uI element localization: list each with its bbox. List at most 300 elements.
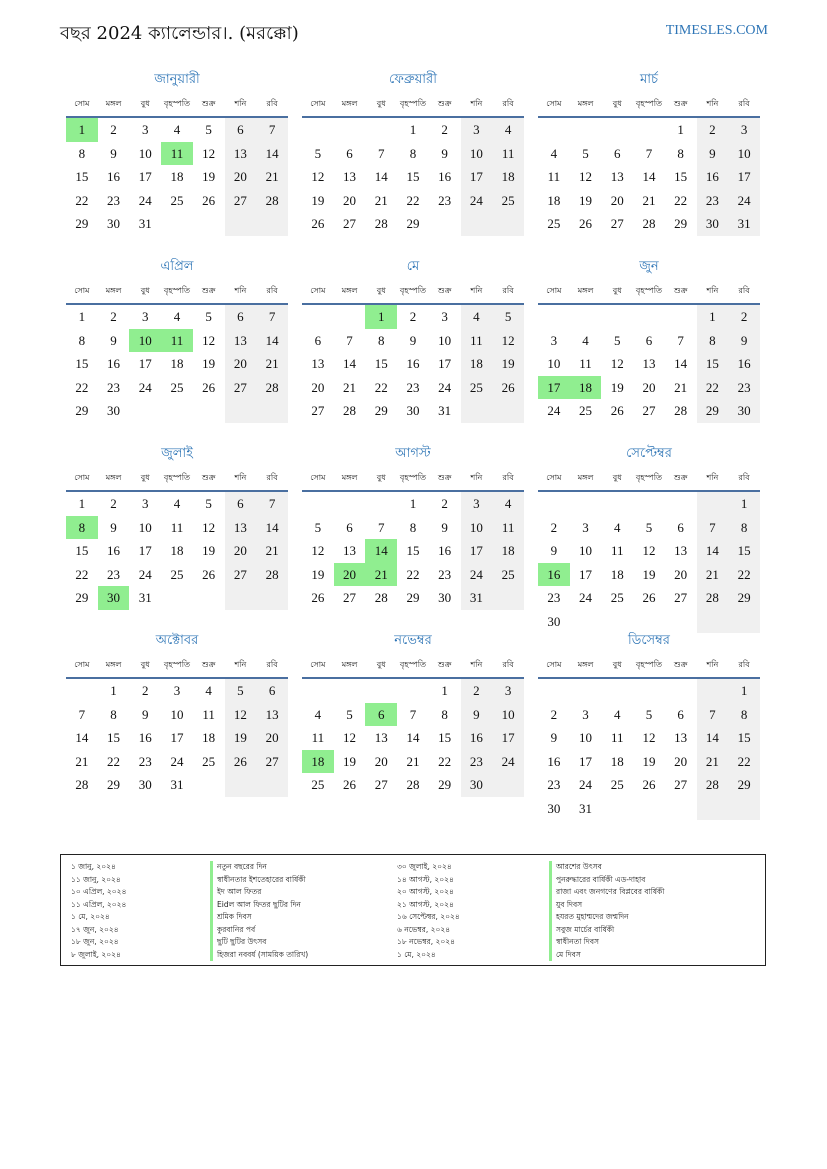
- weekday-header: শনি: [706, 473, 719, 482]
- day-cell: 4: [614, 519, 621, 535]
- day-cell: 20: [374, 753, 388, 769]
- weekday-header: বৃহস্পতি: [163, 286, 191, 295]
- day-cell: 8: [409, 145, 417, 161]
- weekday-header: মঙ্গল: [105, 286, 122, 295]
- day-cell: 11: [610, 543, 624, 558]
- day-cell: 29: [75, 403, 89, 418]
- day-cell: 19: [202, 356, 216, 371]
- day-cell: 8: [110, 706, 117, 722]
- day-cell: 14: [256, 516, 288, 540]
- holiday-name: পুনরুদ্ধারের বার্ষিকী এড-দাহাব: [549, 874, 664, 887]
- weekend-filler: [728, 797, 760, 821]
- day-cell: 18: [170, 169, 184, 184]
- day-cell: 23: [438, 566, 452, 582]
- holiday-name: হিজরা নববর্ষ (সাময়িক তারিখ): [210, 949, 308, 962]
- weekday-header: বুধ: [612, 286, 622, 295]
- day-cell: 24: [547, 403, 561, 418]
- day-cell: 1: [728, 679, 760, 703]
- day-cell: 24: [461, 563, 493, 587]
- day-cell: 26: [311, 216, 325, 231]
- weekday-header: বুধ: [140, 473, 150, 482]
- day-cell: 10: [461, 516, 493, 540]
- weekday-header: সোম: [310, 286, 326, 295]
- holiday-date: ২০ আগস্ট, ২০২৪: [397, 887, 454, 896]
- day-cell: 5: [492, 305, 524, 329]
- day-cell: 14: [256, 329, 288, 353]
- day-cell: 14: [697, 539, 729, 563]
- day-cell: 8: [441, 706, 448, 722]
- weekday-header: সোম: [74, 473, 90, 482]
- day-cell: 3: [582, 519, 589, 535]
- day-cell: 20: [334, 563, 366, 587]
- day-cell: 29: [75, 216, 89, 231]
- day-cell: 30: [98, 586, 130, 610]
- day-cell: 15: [438, 730, 452, 745]
- weekday-header: মঙ্গল: [577, 286, 594, 295]
- month-name: এপ্রিল: [160, 259, 194, 274]
- day-cell: 21: [374, 192, 388, 208]
- weekday-header: শুক্র: [673, 473, 688, 482]
- weekday-header: মঙ্গল: [105, 99, 122, 108]
- day-cell: 27: [642, 403, 656, 418]
- day-cell: 26: [492, 376, 524, 400]
- site-link[interactable]: TIMESLES.COM: [665, 23, 768, 38]
- day-cell: 20: [256, 726, 288, 750]
- day-cell: 3: [173, 683, 181, 698]
- day-cell: 2: [550, 706, 558, 722]
- day-cell: 24: [138, 379, 152, 395]
- day-cell: 2: [728, 305, 760, 329]
- day-cell: 29: [728, 773, 760, 797]
- day-cell: 25: [492, 189, 524, 213]
- day-cell: 6: [225, 492, 257, 516]
- weekday-header: শুক্র: [673, 660, 688, 669]
- day-cell: 8: [677, 145, 684, 161]
- day-cell: 3: [441, 309, 448, 324]
- weekend-filler: [256, 773, 288, 797]
- day-cell: 19: [642, 566, 656, 582]
- day-cell: 21: [697, 563, 729, 587]
- month-name: আগস্ট: [395, 446, 431, 461]
- holiday-dates-col-2: [397, 861, 460, 961]
- day-cell: 5: [582, 145, 589, 161]
- day-cell: 23: [461, 750, 493, 774]
- holiday-date: ১ জানু, ২০২৪: [71, 862, 116, 871]
- day-cell: 20: [343, 192, 357, 208]
- weekday-header: মঙ্গল: [577, 473, 594, 482]
- holiday-date: ৮ জুলাই, ২০২৪: [71, 949, 121, 959]
- day-cell: 23: [547, 777, 561, 792]
- day-cell: 23: [138, 753, 152, 769]
- day-cell: 25: [492, 563, 524, 587]
- day-cell: 12: [343, 730, 357, 745]
- day-cell: 19: [642, 753, 656, 769]
- day-cell: 15: [75, 169, 89, 184]
- holiday-date: ১৬ সেপ্টেম্বর, ২০২৪: [397, 912, 460, 921]
- weekday-header: সোম: [74, 99, 90, 108]
- day-cell: 4: [205, 683, 212, 698]
- day-cell: 15: [374, 356, 388, 371]
- day-cell: 16: [107, 356, 121, 371]
- day-cell: 3: [142, 309, 149, 324]
- day-cell: 22: [406, 566, 420, 582]
- day-cell: 28: [374, 590, 388, 605]
- day-cell: 11: [170, 519, 184, 535]
- weekday-header: শনি: [706, 99, 719, 108]
- day-cell: 6: [614, 145, 621, 161]
- weekday-header: শুক্র: [201, 473, 216, 482]
- day-cell: 10: [579, 730, 593, 745]
- day-cell: 30: [107, 216, 121, 231]
- day-cell: 7: [697, 516, 729, 540]
- day-cell: 1: [78, 309, 86, 324]
- day-cell: 6: [677, 706, 684, 722]
- weekend-filler: [256, 586, 288, 610]
- day-cell: 31: [170, 777, 184, 792]
- weekday-header: শনি: [470, 473, 483, 482]
- day-cell: 14: [406, 730, 420, 745]
- day-cell: 25: [610, 590, 624, 605]
- weekday-header: বৃহস্পতি: [163, 99, 191, 108]
- day-cell: 15: [107, 730, 121, 745]
- day-cell: 28: [256, 189, 288, 213]
- day-cell: 27: [225, 563, 257, 587]
- day-cell: 29: [438, 777, 452, 792]
- day-cell: 22: [728, 563, 760, 587]
- weekend-filler: [492, 586, 524, 610]
- day-cell: 12: [642, 543, 656, 558]
- day-cell: 10: [579, 543, 593, 558]
- weekday-header: শুক্র: [673, 99, 688, 108]
- day-cell: 31: [579, 800, 593, 816]
- weekend-filler: [461, 399, 493, 423]
- weekday-header: বৃহস্পতি: [399, 660, 427, 669]
- day-cell: 25: [170, 566, 184, 582]
- weekday-header: সোম: [74, 660, 90, 669]
- weekday-header: মঙ্গল: [341, 99, 358, 108]
- day-cell: 9: [550, 730, 558, 745]
- weekday-header: মঙ্গল: [105, 660, 122, 669]
- day-cell: 30: [107, 403, 121, 418]
- day-cell: 23: [547, 590, 561, 605]
- day-cell: 22: [674, 192, 688, 208]
- holiday-date: ৬ নভেম্বর, ২০২৪: [397, 924, 451, 934]
- holiday-name: ইদ আল ফিতর: [210, 886, 308, 899]
- day-cell: 17: [138, 356, 152, 371]
- weekday-header: মঙ্গল: [105, 473, 122, 482]
- day-cell: 26: [202, 192, 216, 208]
- day-cell: 17: [461, 539, 493, 563]
- weekday-header: সোম: [546, 99, 562, 108]
- day-cell: 11: [161, 142, 193, 166]
- day-cell: 13: [256, 703, 288, 727]
- day-cell: 16: [728, 352, 760, 376]
- day-cell: 2: [409, 309, 417, 324]
- weekday-header: শুক্র: [437, 286, 452, 295]
- holiday-date: ২১ আগস্ট, ২০২৪: [397, 899, 454, 909]
- day-cell: 12: [202, 332, 216, 348]
- day-cell: 22: [438, 753, 452, 769]
- day-cell: 15: [674, 169, 688, 184]
- weekday-header: বৃহস্পতি: [163, 473, 191, 482]
- day-cell: 21: [75, 753, 89, 769]
- day-cell: 29: [674, 216, 688, 231]
- holiday-name: মে দিবস: [549, 949, 664, 962]
- day-cell: 25: [170, 379, 184, 395]
- day-cell: 17: [579, 566, 593, 582]
- day-cell: 20: [674, 566, 688, 582]
- day-cell: 6: [677, 519, 684, 535]
- day-cell: 3: [492, 679, 524, 703]
- day-cell: 9: [110, 145, 117, 161]
- day-cell: 16: [547, 753, 561, 769]
- day-cell: 28: [256, 563, 288, 587]
- day-cell: 31: [138, 216, 152, 231]
- holiday-name: যুব দিবস: [549, 899, 664, 912]
- weekday-header: শুক্র: [437, 473, 452, 482]
- day-cell: 14: [75, 730, 89, 745]
- day-cell: 29: [406, 216, 420, 231]
- day-cell: 26: [610, 403, 624, 418]
- day-cell: 9: [441, 145, 448, 161]
- day-cell: 16: [438, 543, 452, 558]
- day-cell: 1: [441, 683, 448, 698]
- day-cell: 7: [378, 145, 385, 161]
- day-cell: 4: [550, 145, 558, 161]
- day-cell: 7: [256, 492, 288, 516]
- weekday-header: শুক্র: [437, 99, 452, 108]
- weekday-header: বুধ: [376, 99, 386, 108]
- day-cell: 27: [674, 777, 688, 792]
- day-cell: 11: [610, 730, 624, 745]
- weekday-header: মঙ্গল: [577, 99, 594, 108]
- weekday-header: মঙ্গল: [341, 473, 358, 482]
- day-cell: 31: [438, 403, 452, 418]
- day-cell: 15: [75, 356, 89, 371]
- day-cell: 22: [728, 750, 760, 774]
- day-cell: 1: [409, 496, 417, 511]
- day-cell: 9: [461, 703, 493, 727]
- weekday-header: রবি: [738, 99, 750, 108]
- day-cell: 11: [461, 329, 493, 353]
- weekday-header: সোম: [74, 286, 90, 295]
- day-cell: 3: [142, 496, 149, 511]
- day-cell: 24: [170, 753, 184, 769]
- day-cell: 5: [205, 122, 212, 137]
- weekday-header: রবি: [266, 99, 278, 108]
- day-cell: 5: [205, 309, 212, 324]
- day-cell: 13: [225, 516, 257, 540]
- day-cell: 13: [674, 543, 688, 558]
- day-cell: 16: [107, 169, 121, 184]
- day-cell: 3: [550, 332, 558, 348]
- weekend-filler: [697, 492, 729, 516]
- weekday-header: শনি: [470, 286, 483, 295]
- day-cell: 11: [492, 142, 524, 166]
- day-cell: 19: [225, 726, 257, 750]
- weekend-filler: [697, 797, 729, 821]
- day-cell: 29: [75, 590, 89, 605]
- weekend-filler: [728, 610, 760, 634]
- day-cell: 12: [202, 145, 216, 161]
- weekend-filler: [225, 212, 257, 236]
- day-cell: 4: [461, 305, 493, 329]
- day-cell: 12: [311, 169, 325, 184]
- day-cell: 24: [579, 590, 593, 605]
- day-cell: 26: [225, 750, 257, 774]
- day-cell: 24: [492, 750, 524, 774]
- weekday-header: বুধ: [376, 286, 386, 295]
- day-cell: 22: [697, 376, 729, 400]
- weekend-filler: [492, 399, 524, 423]
- day-cell: 19: [311, 566, 325, 582]
- day-cell: 14: [365, 539, 397, 563]
- day-cell: 5: [314, 145, 322, 161]
- weekday-header: রবি: [738, 660, 750, 669]
- day-cell: 18: [610, 566, 624, 582]
- day-cell: 5: [645, 519, 653, 535]
- day-cell: 11: [311, 730, 325, 745]
- weekday-header: শনি: [234, 473, 247, 482]
- day-cell: 17: [461, 165, 493, 189]
- day-cell: 20: [225, 352, 257, 376]
- day-cell: 1: [409, 122, 417, 137]
- day-cell: 21: [256, 352, 288, 376]
- weekday-header: সোম: [310, 99, 326, 108]
- day-cell: 13: [374, 730, 388, 745]
- day-cell: 10: [138, 145, 152, 161]
- weekday-header: শনি: [470, 99, 483, 108]
- day-cell: 13: [343, 169, 357, 184]
- weekday-header: রবি: [502, 286, 514, 295]
- weekend-filler: [225, 586, 257, 610]
- weekend-filler: [492, 212, 524, 236]
- day-cell: 8: [378, 332, 385, 348]
- day-cell: 5: [225, 679, 257, 703]
- holiday-name: আরশের উৎসব: [549, 861, 664, 874]
- weekday-header: রবি: [738, 286, 750, 295]
- day-cell: 27: [343, 216, 357, 231]
- day-cell: 18: [202, 730, 216, 745]
- day-cell: 19: [343, 753, 357, 769]
- day-cell: 19: [579, 192, 593, 208]
- day-cell: 31: [138, 590, 152, 605]
- day-cell: 10: [492, 703, 524, 727]
- day-cell: 24: [438, 379, 452, 395]
- day-cell: 26: [202, 379, 216, 395]
- day-cell: 6: [225, 305, 257, 329]
- day-cell: 3: [461, 492, 493, 516]
- day-cell: 14: [256, 142, 288, 166]
- day-cell: 9: [441, 519, 448, 535]
- day-cell: 1: [365, 305, 397, 329]
- day-cell: 2: [441, 496, 448, 511]
- day-cell: 30: [461, 773, 493, 797]
- day-cell: 25: [579, 403, 593, 418]
- weekday-header: বৃহস্পতি: [163, 660, 191, 669]
- day-cell: 6: [346, 519, 353, 535]
- weekday-header: বুধ: [612, 473, 622, 482]
- holiday-name: নতুন বছরের দিন: [210, 861, 308, 874]
- day-cell: 18: [570, 376, 602, 400]
- day-cell: 9: [142, 706, 149, 722]
- day-cell: 17: [170, 730, 184, 745]
- day-cell: 10: [129, 329, 161, 353]
- day-cell: 29: [406, 590, 420, 605]
- weekday-header: মঙ্গল: [341, 660, 358, 669]
- holiday-date: ১৮ নভেম্বর, ২০২৪: [397, 937, 456, 946]
- day-cell: 30: [406, 403, 420, 418]
- month-name: জানুয়ারী: [154, 72, 200, 87]
- day-cell: 15: [728, 539, 760, 563]
- day-cell: 7: [409, 706, 417, 722]
- day-cell: 30: [728, 399, 760, 423]
- weekday-header: বুধ: [612, 99, 622, 108]
- day-cell: 25: [610, 777, 624, 792]
- holiday-date: ১ মে, ২০২৪: [397, 949, 436, 959]
- day-cell: 8: [78, 145, 86, 161]
- day-cell: 2: [142, 683, 149, 698]
- day-cell: 12: [225, 703, 257, 727]
- holiday-date: ১১ জানু, ২০২৪: [71, 874, 121, 884]
- day-cell: 10: [547, 356, 561, 371]
- weekday-header: শুক্র: [437, 660, 452, 669]
- holiday-name: সবুজ মার্চের বার্ষিকী: [549, 924, 664, 937]
- day-cell: 15: [728, 726, 760, 750]
- day-cell: 13: [674, 730, 688, 745]
- day-cell: 19: [492, 352, 524, 376]
- day-cell: 4: [314, 706, 322, 722]
- day-cell: 28: [256, 376, 288, 400]
- day-cell: 29: [374, 403, 388, 418]
- holiday-date: ১৭ জুন, ২০২৪: [71, 924, 119, 934]
- weekday-header: শুক্র: [201, 286, 216, 295]
- day-cell: 24: [138, 192, 152, 208]
- day-cell: 11: [579, 356, 592, 371]
- weekday-header: বুধ: [376, 660, 386, 669]
- day-cell: 29: [107, 777, 121, 792]
- day-cell: 6: [645, 332, 653, 348]
- day-cell: 10: [438, 332, 452, 348]
- weekday-header: রবি: [266, 286, 278, 295]
- day-cell: 8: [409, 519, 417, 535]
- day-cell: 4: [614, 706, 621, 722]
- day-cell: 7: [78, 706, 86, 722]
- weekend-filler: [256, 399, 288, 423]
- day-cell: 28: [697, 773, 729, 797]
- day-cell: 7: [645, 145, 653, 161]
- day-cell: 27: [311, 403, 325, 418]
- day-cell: 22: [75, 379, 89, 395]
- day-cell: 3: [142, 122, 149, 137]
- day-cell: 11: [161, 329, 193, 353]
- month-name: ফেব্রুয়ারী: [389, 72, 437, 87]
- day-cell: 2: [461, 679, 493, 703]
- day-cell: 19: [311, 192, 325, 208]
- weekday-header: বৃহস্পতি: [399, 99, 427, 108]
- day-cell: 20: [311, 379, 325, 395]
- month-name: ডিসেম্বর: [628, 633, 670, 648]
- day-cell: 23: [107, 566, 121, 582]
- day-cell: 21: [674, 379, 688, 395]
- day-cell: 13: [225, 329, 257, 353]
- day-cell: 24: [138, 566, 152, 582]
- day-cell: 13: [610, 169, 624, 184]
- holiday-name: হযরত মুহাম্মদের জন্মদিন: [549, 911, 664, 924]
- day-cell: 12: [492, 329, 524, 353]
- day-cell: 28: [343, 403, 357, 418]
- day-cell: 22: [107, 753, 121, 769]
